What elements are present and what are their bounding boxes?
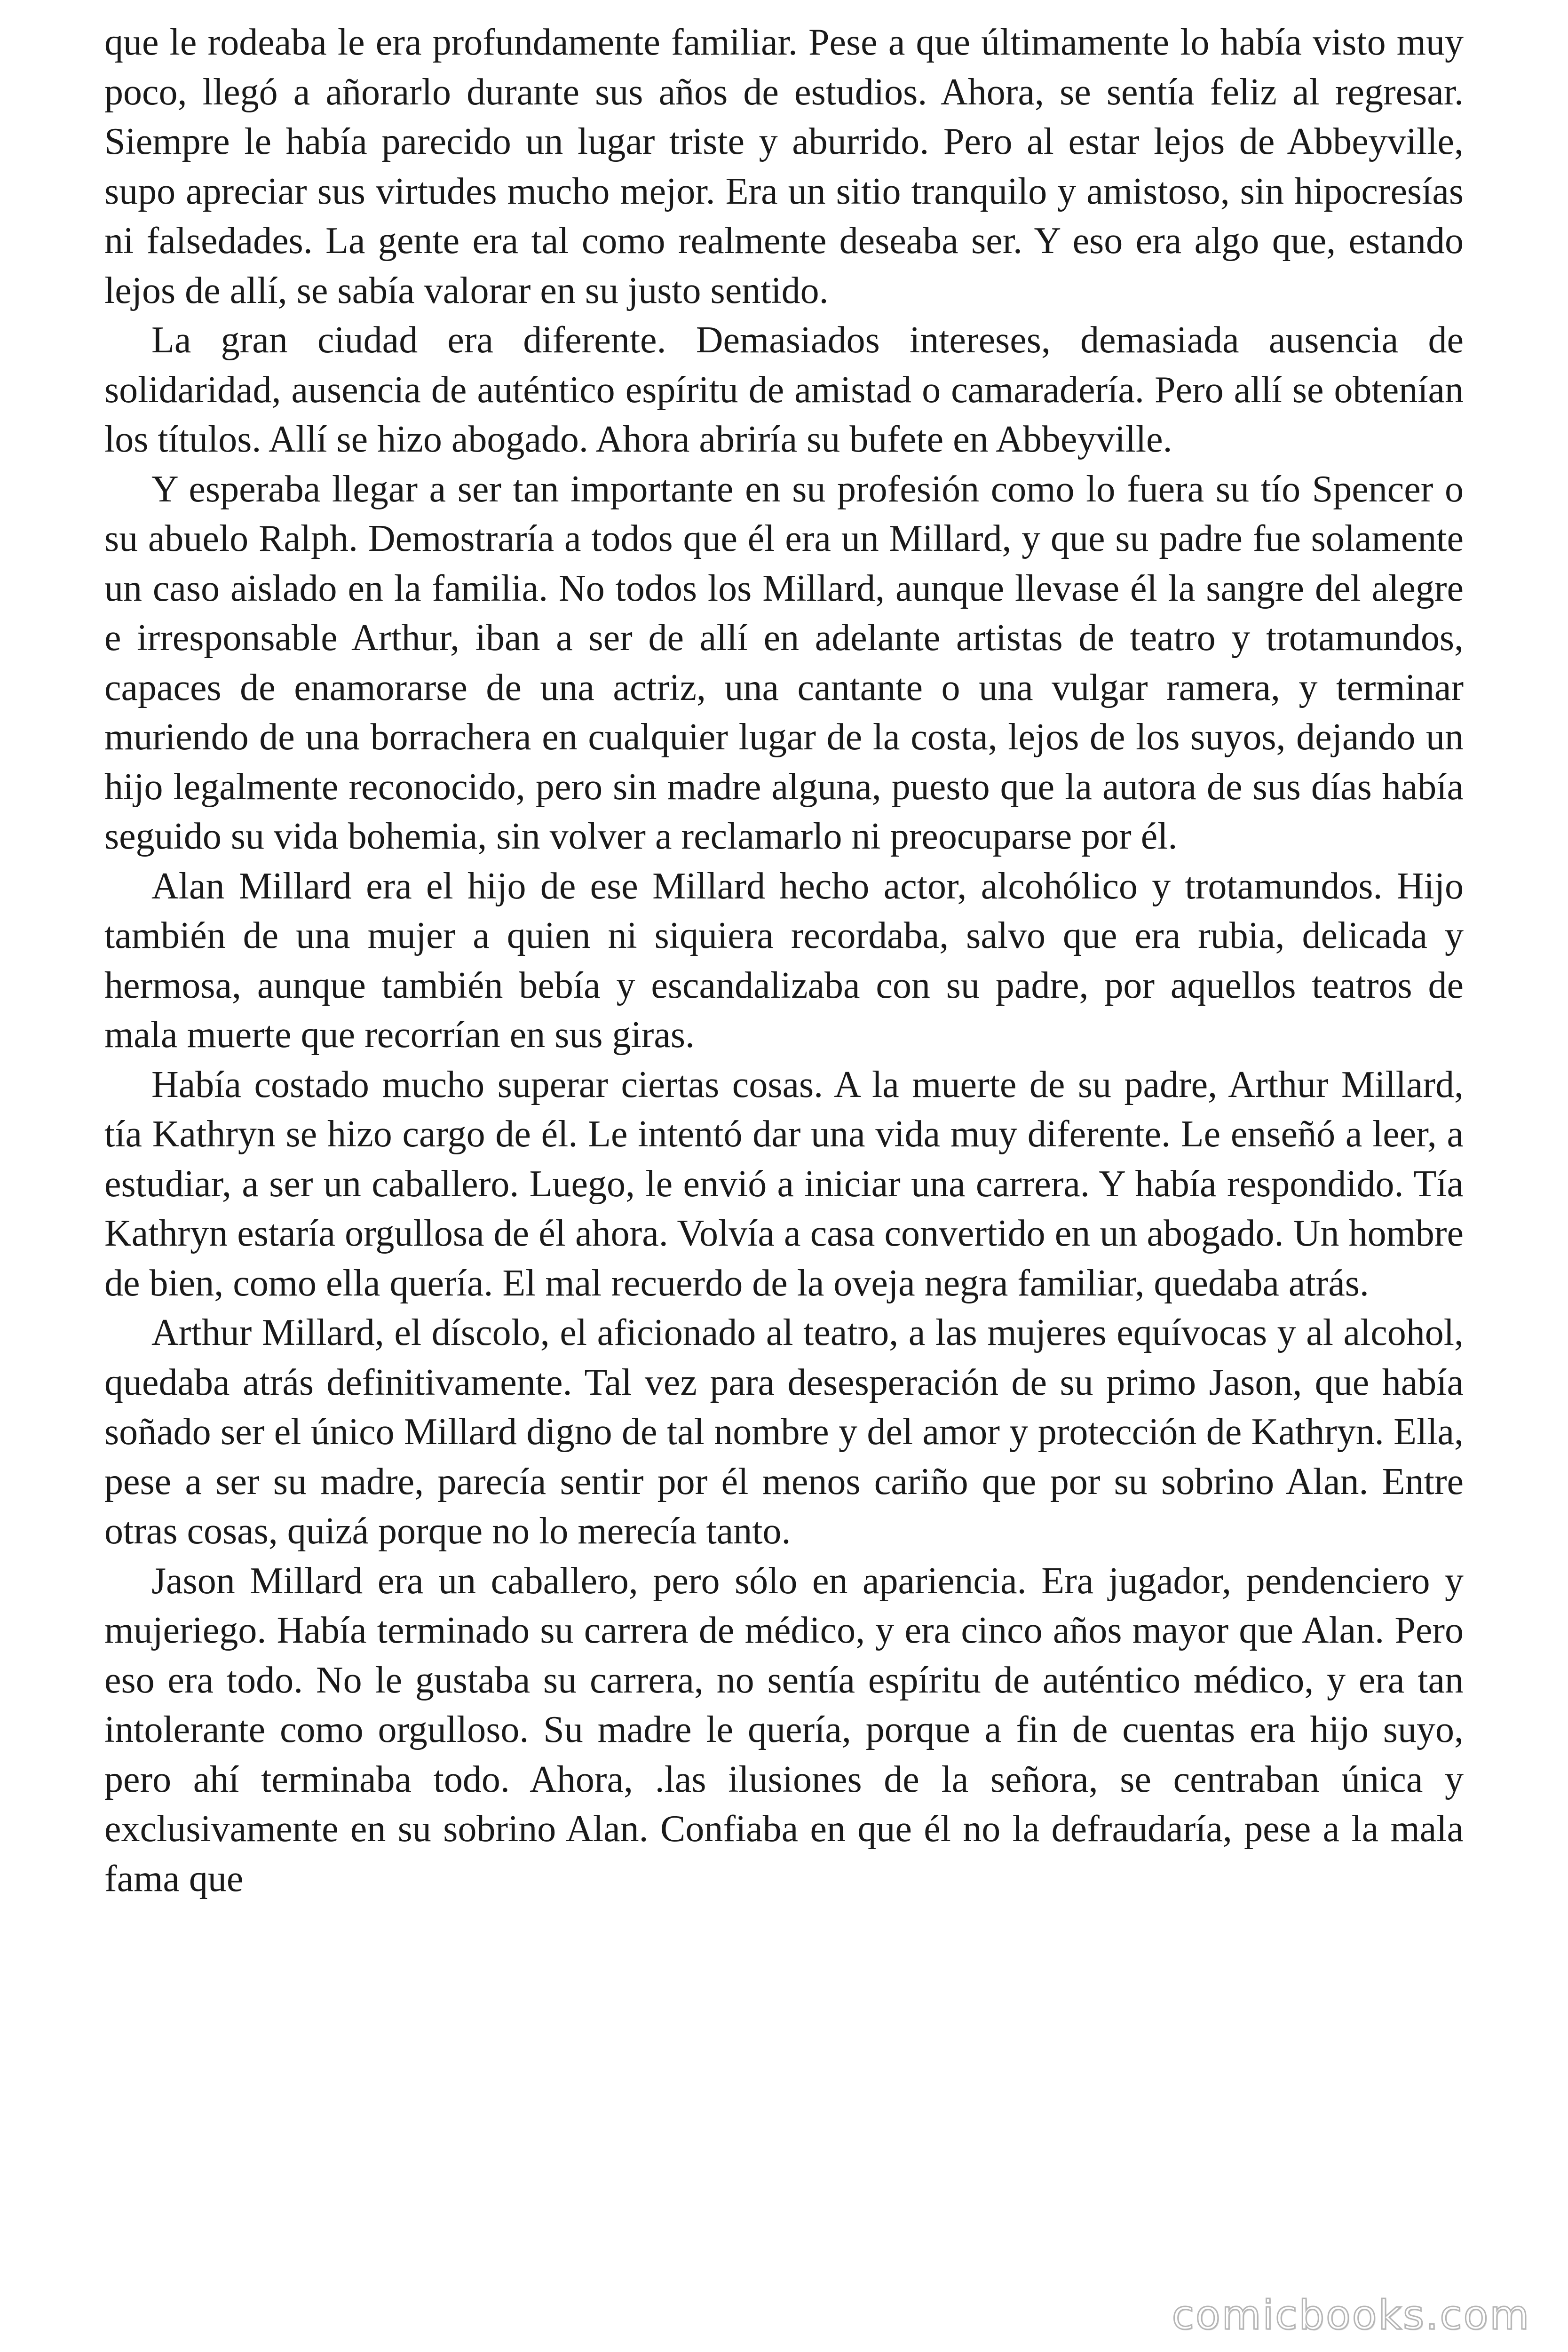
paragraph-6: Arthur Millard, el díscolo, el aficionado al teatro, a las mujeres equívocas y al alcohol, quedaba atrás definitivamente. Tal vez para desesperación de su primo Jason, que había soñado ser el único Millard digno de tal nombre y del amor y protección de Kathryn. Ella, pese a ser su madre, parecía sentir por él menos cariño que por su sobrino Alan. Entre otras cosas, quizá porque no lo merecía tanto. <box>104 1312 1464 1552</box>
paragraph-7: Jason Millard era un caballero, pero sólo en apariencia. Era jugador, pendenciero y mujeriego. Había terminado su carrera de médico, y era cinco años mayor que Alan. Pero eso era todo. No le gustaba su carrera, no sentía espíritu de auténtico médico, y era tan intolerante como orgulloso. Su madre le quería, porque a fin de cuentas era hijo suyo, pero ahí terminaba todo. Ahora, .las ilusiones de la señora, se centraban única y exclusivamente en su sobrino Alan. Confiaba en que él no la defraudaría, pese a la mala fama que <box>104 1560 1464 1899</box>
paragraph-5: Había costado mucho superar ciertas cosas. A la muerte de su padre, Arthur Millard, tía Kathryn se hizo cargo de él. Le intentó dar una vida muy diferente. Le enseñó a leer, a estudiar, a ser un caballero. Luego, le envió a iniciar una carrera. Y había respondido. Tía Kathryn estaría orgullosa de él ahora. Volvía a casa convertido en un abogado. Un hombre de bien, como ella quería. El mal recuerdo de la oveja negra familiar, quedaba atrás. <box>104 1064 1464 1304</box>
watermark: comicbooks.com <box>1172 2292 1530 2339</box>
paragraph-4: Alan Millard era el hijo de ese Millard hecho actor, alcohólico y trotamundos. Hijo también de una mujer a quien ni siquiera recordaba, salvo que era rubia, delicada y hermosa, aunque también bebía y escandalizaba con su padre, por aquellos teatros de mala muerte que recorrían en sus giras. <box>104 865 1464 1056</box>
paragraph-1: que le rodeaba le era profundamente familiar. Pese a que últimamente lo había visto muy poco, llegó a añorarlo durante sus años de estudios. Ahora, se sentía feliz al regresar. Siempre le había parecido un lugar triste y aburrido. Pero al estar lejos de Abbeyville, supo apreciar sus virtudes mucho mejor. Era un sitio tranquilo y amistoso, sin hipocresías ni falsedades. La gente era tal como realmente deseaba ser. Y eso era algo que, estando lejos de allí, se sabía valorar en su justo sentido. <box>104 22 1464 311</box>
paragraph-2: La gran ciudad era diferente. Demasiados intereses, demasiada ausencia de solidaridad, ausencia de auténtico espíritu de amistad o camaradería. Pero allí se obtenían los títulos. Allí se hizo abogado. Ahora abriría su bufete en Abbeyville. <box>104 319 1464 460</box>
document-body <box>104 18 1464 1904</box>
paragraph-3: Y esperaba llegar a ser tan importante en su profesión como lo fuera su tío Spencer o su abuelo Ralph. Demostraría a todos que él era un Millard, y que su padre fue solamente un caso aislado en la familia. No todos los Millard, aunque llevase él la sangre del alegre e irresponsable Arthur, iban a ser de allí en adelante artistas de teatro y trotamundos, capaces de enamorarse de una actriz, una cantante o una vulgar ramera, y terminar muriendo de una borrachera en cualquier lugar de la costa, lejos de los suyos, dejando un hijo legalmente reconocido, pero sin madre alguna, puesto que la autora de sus días había seguido su vida bohemia, sin volver a reclamarlo ni preocuparse por él. <box>104 468 1464 857</box>
